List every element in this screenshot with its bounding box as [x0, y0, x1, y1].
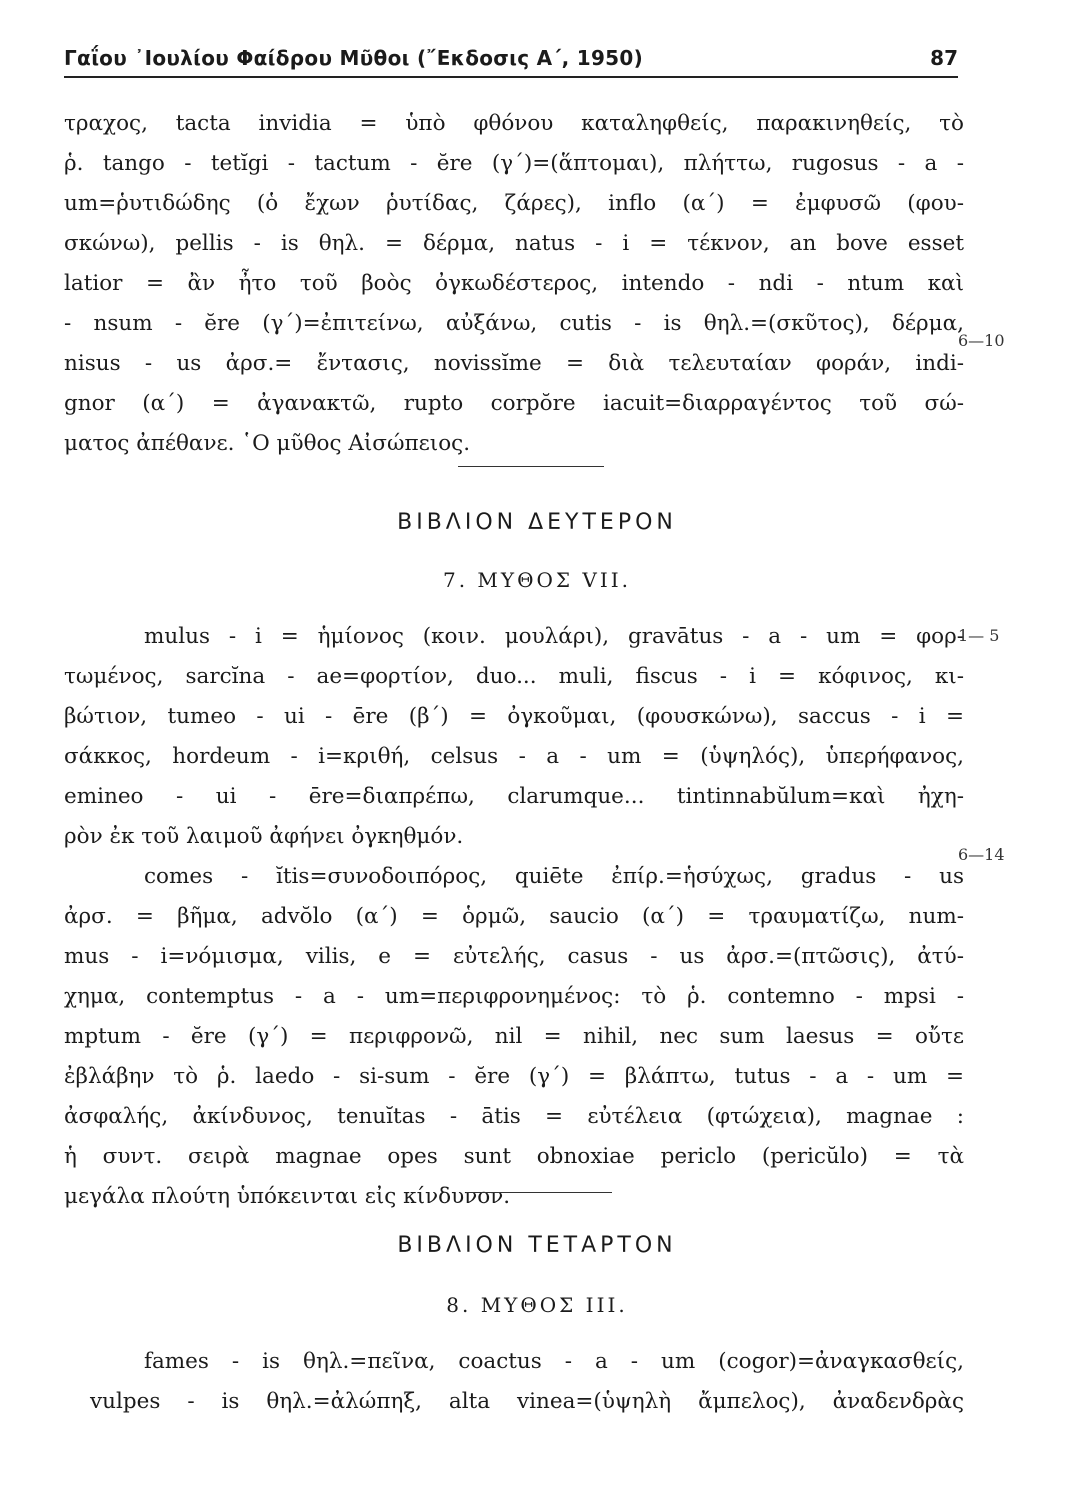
section-divider	[458, 466, 604, 467]
fable-heading: 8. ΜΥΘΟΣ III.	[446, 1293, 628, 1317]
margin-line-reference: 1— 5	[958, 626, 1000, 645]
paragraph-fable-7	[64, 617, 964, 1217]
text-line: ἀσφαλής, ἀκίνδυνος, tenuĭtas - ātis = εὐτέλεια (φτώχεια), magnae :	[64, 1104, 964, 1129]
text-line: βώτιον, tumeo - ui - ēre (β΄) = ὀγκοῦμαι, (φουσκώνω), saccus - i =	[64, 704, 964, 729]
text-line: gnor (α΄) = ἀγανακτῶ, rupto corpŏre iacuit=διαρραγέντος τοῦ σώ-	[64, 391, 964, 416]
running-head	[64, 46, 958, 78]
section-divider	[466, 1192, 612, 1193]
text-line: σκώνω), pellis - is θηλ. = δέρμα, natus - i = τέκνον, an bove esset	[64, 231, 964, 256]
text-line: χημα, contemptus - a - um=περιφρονημένος: τὸ ῥ. contemno - mpsi -	[64, 984, 964, 1009]
text-line: ρὸν ἐκ τοῦ λαιμοῦ ἀφήνει ὀγκηθμόν.	[64, 824, 464, 849]
text-line: vulpes - is θηλ.=ἀλώπηξ, alta vinea=(ὑψηλὴ ἄμπελος), ἀναδενδρὰς	[90, 1389, 964, 1414]
text-line: latior = ἂν ἦτο τοῦ βοὸς ὀγκωδέστερος, intendo - ndi - ntum καὶ	[64, 271, 964, 296]
fable-heading: 7. ΜΥΘΟΣ VII.	[442, 568, 631, 592]
text-line: ματος ἀπέθανε. ῾Ο μῦθος Αἰσώπειος.	[64, 431, 471, 456]
text-line: mus - i=νόμισμα, vilis, e = εὐτελής, casus - us ἀρσ.=(πτῶσις), ἀτύ-	[64, 944, 964, 969]
text-line: ἀρσ. = βῆμα, advŏlo (α΄) = ὁρμῶ, saucio (α΄) = τραυματίζω, num-	[64, 904, 964, 929]
text-line: μεγάλα πλούτη ὑπόκεινται εἰς κίνδυνον.	[64, 1184, 511, 1209]
book-heading: ΒΙΒΛΙΟΝ ΔΕΥΤΕΡΟΝ	[397, 510, 677, 535]
text-line: mulus - i = ἡμίονος (κοιν. μουλάρι), gravātus - a - um = φορ-	[144, 624, 964, 649]
paragraph-fable-8	[64, 1342, 964, 1422]
text-line: fames - is θηλ.=πεῖνα, coactus - a - um (cogor)=ἀναγκασθείς,	[144, 1349, 964, 1374]
text-line: ἡ συντ. σειρὰ magnae opes sunt obnoxiae periclo (pericŭlo) = τὰ	[64, 1144, 964, 1169]
text-line: mptum - ĕre (γ΄) = περιφρονῶ, nil = nihil, nec sum laesus = οὔτε	[64, 1024, 964, 1049]
text-line: σάκκος, hordeum - i=κριθή, celsus - a - um = (ὑψηλός), ὑπερήφανος,	[64, 744, 964, 769]
running-head-title: Γαΐου ᾿Ιουλίου Φαίδρου Μῦθοι (῎Εκδοσις Α΄, 1950)	[64, 46, 644, 70]
text-line: ῥ. tango - tetĭgi - tactum - ĕre (γ΄)=(ἅπτομαι), πλήττω, rugosus - a -	[64, 151, 964, 176]
text-line: τωμένος, sarcĭna - ae=φορτίον, duo... muli, fiscus - i = κόφινος, κι-	[64, 664, 964, 689]
text-line: ἐβλάβην τὸ ῥ. laedo - si-sum - ĕre (γ΄) = βλάπτω, tutus - a - um =	[64, 1064, 964, 1089]
margin-line-reference: 6—14	[958, 845, 1005, 864]
text-line: nisus - us ἀρσ.= ἔντασις, novissĭme = διὰ τελευταίαν φοράν, indi-	[64, 351, 964, 376]
margin-line-reference: 6—10	[958, 331, 1005, 350]
text-line: comes - ĭtis=συνοδοιπόρος, quiēte ἐπίρ.=ἡσύχως, gradus - us	[144, 864, 964, 889]
paragraph-continuation	[64, 104, 964, 464]
text-line: - nsum - ĕre (γ΄)=ἐπιτείνω, αὐξάνω, cutis - is θηλ.=(σκῦτος), δέρμα,	[64, 311, 964, 336]
book-heading: ΒΙΒΛΙΟΝ ΤΕΤΑΡΤΟΝ	[397, 1233, 677, 1258]
text-line: τραχος, tacta invidia = ὑπὸ φθόνου καταληφθείς, παρακινηθείς, τὸ	[64, 111, 964, 136]
text-line: um=ῥυτιδώδης (ὁ ἔχων ῥυτίδας, ζάρες), inflo (α΄) = ἐμφυσῶ (φου-	[64, 191, 964, 216]
page-number: 87	[930, 46, 958, 70]
text-line: emineo - ui - ēre=διαπρέπω, clarumque... tintinnabŭlum=καὶ ἠχη-	[64, 784, 964, 809]
